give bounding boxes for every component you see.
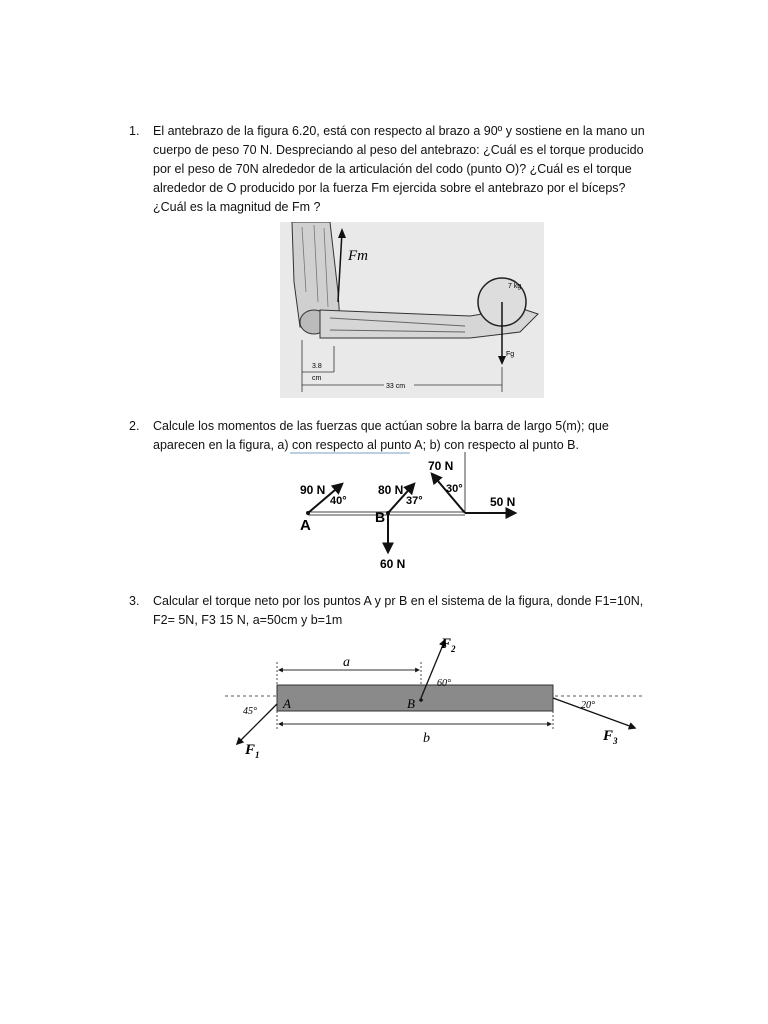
f60-label: 60 N [380,557,406,571]
f1-label: $F_1$ [245,742,260,760]
dim-small: 3.8 [312,363,322,370]
f2-label: $F_2$ [441,636,456,654]
a40-label: 40° [330,495,347,507]
angle-45-label: 45° [243,706,257,717]
point-a-label: A [300,517,311,534]
f90-label: 90 N [300,483,326,497]
angle-60-label: 60° [437,678,451,689]
dim-large: 33 cm [386,383,406,390]
a37-label: 37° [406,495,423,507]
fm-label: Fm [348,248,368,264]
beam-figure [225,632,645,762]
point-b-label: B [375,509,386,525]
f50-label: 50 N [490,495,516,509]
problem-text: Calcular el torque neto por los puntos A y pr B en el sistema de la figura, donde F1=10N, F2= 5N, F3 15 N, a=50cm y b=1m [153,594,644,627]
problem-number: 1. [129,124,140,138]
problem-number: 3. [129,594,140,608]
fg-label: Fg [506,351,515,358]
point-a-label: A [283,696,291,711]
dim-a-label: a [343,655,350,670]
f80-label: 80 N [378,483,404,497]
problem-text: Calcule los momentos de las fuerzas que actúan sobre la barra de largo 5(m); que aparecen en la figura, a) con respecto al punto A; b) con respecto al punto B. [153,419,609,452]
angle-20-label: 20° [581,700,595,711]
problem-text: El antebrazo de la figura 6.20, está con respecto al brazo a 90º y sostiene en la mano un cuerpo de peso 70 N. Despreciando al peso del antebrazo: ¿Cuál es el torque producido por el peso de 70N alrededor de la articulación del codo (punto O)? ¿Cuál es el torque alrededor de O producido por la fuerza Fm ejercida sobre el antebrazo por el bíceps? ¿Cuál es la magnitud de Fm ? [153,124,645,214]
f3-label: $F_3$ [603,728,618,746]
forearm-figure [280,222,544,398]
dim-small-unit: cm [312,375,322,382]
a30-label: 30° [446,483,463,495]
point-b-label: B [407,696,415,711]
weight-label: 7 kg [508,283,522,290]
dim-b-label: b [423,731,430,746]
bar-forces-figure [290,452,530,574]
problem-number: 2. [129,419,140,433]
f70-label: 70 N [428,459,454,473]
